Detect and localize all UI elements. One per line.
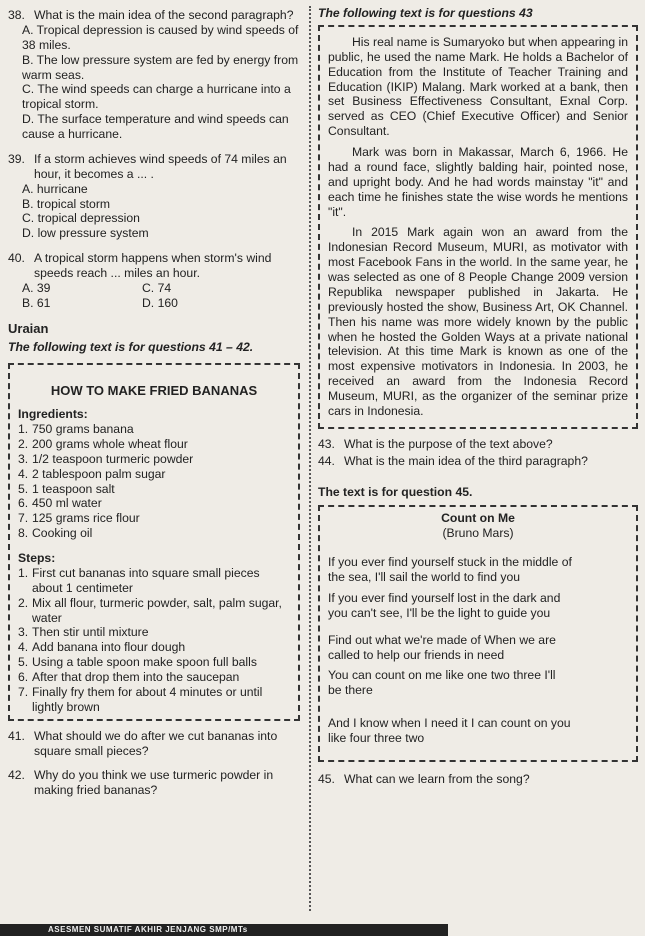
question-38: 38. What is the main idea of the second paragraph? A. Tropical depression is caused by wind speeds of 38 miles. B. The low pressure system are fed by energy from warm seas. C. The wind speeds can charge a hurricane into a tropical storm. D. The surface temperature and wind speeds can cause a hurricane. xyxy=(8,8,299,141)
song-instruction: The text is for question 45. xyxy=(318,484,473,499)
list-item: 1. 750 grams banana xyxy=(18,422,134,437)
footer-banner: ASESMEN SUMATIF AKHIR JENJANG SMP/MTs xyxy=(0,924,448,936)
list-item: 5. Using a table spoon make spoon full balls xyxy=(18,655,257,670)
list-item: 5. 1 teaspoon salt xyxy=(18,481,115,496)
question-45: 45. What can we learn from the song? xyxy=(318,771,530,786)
lyric-line: you can't see, I'll be the light to guide you xyxy=(328,605,551,620)
lyric-line: like four three two xyxy=(328,731,425,745)
question-43: 43. What is the purpose of the text above? xyxy=(318,436,553,451)
question-42: 42. Why do you think we use turmeric powder in making fried bananas? xyxy=(8,768,274,798)
paragraph: His real name is Sumaryoko but when appearing in public, he used the name Mark. He holds a Bachelor of Education from the Institute of Teacher Training and Education (IKIP) Malang. Mark worked at a bank, then set Business Effectiveness Consultant, Exnal Corp. served as CEO (Chief Executive Officer) and Senior Consultant. xyxy=(328,34,628,139)
right-column xyxy=(318,6,638,789)
list-item: 3. 1/2 teaspoon turmeric powder xyxy=(18,451,194,466)
option: D. low pressure system xyxy=(22,226,149,241)
instruction: The following text is for questions 41 – 42. xyxy=(8,340,254,355)
option: D. 160 xyxy=(142,295,178,310)
option: A. Tropical depression is caused by wind speeds of 38 miles. xyxy=(22,22,299,52)
option-grid xyxy=(8,281,300,311)
recipe-box xyxy=(8,363,300,720)
song-artist: (Bruno Mars) xyxy=(442,526,514,541)
option: C. tropical depression xyxy=(22,211,140,226)
option: B. tropical storm xyxy=(22,196,111,211)
option: C. 74 xyxy=(142,280,172,295)
instruction: The following text is for questions 43 xyxy=(318,6,533,20)
question-44: 44. What is the main idea of the third paragraph? xyxy=(318,453,588,468)
lyric-line: You can count on me like one two three I'll xyxy=(328,668,556,683)
list-item: 2. 200 grams whole wheat flour xyxy=(18,436,188,451)
lyric-line: called to help our friends in need xyxy=(328,647,505,662)
question-40: 40. A tropical storm happens when storm's wind speeds reach ... miles an hour. A. 39 C. 74 B. 61 D. 160 xyxy=(8,251,300,311)
lyric-line: be there xyxy=(328,683,373,698)
list-item: 6. After that drop them into the saucepan xyxy=(18,670,240,685)
list-item: 4. 2 tablespoon palm sugar xyxy=(18,466,166,481)
ingredients-heading: Ingredients: xyxy=(18,407,88,422)
list-item: 3. Then stir until mixture xyxy=(18,625,149,640)
paragraph: In 2015 Mark again won an award from the Indonesian Record Museum, MURI, as motivator with most Facebook Fans in the world. In the same year, he was selected as one of 8 People Change 2009 version Republika newspaper published in Jakarta. He previously hosted the show, Business Art, OK Channel. Then his name was more widely known by the public when he hosted the Golden Ways at a private national television. At this time Mark is known as one of the most expensive motivators in Indonesia. In 2003, he received an award from the Indonesia Record Museum, MURI, as the organizer of the seminar prize cars in Indonesia. xyxy=(328,225,628,418)
reading-box xyxy=(318,25,638,429)
option: B. 61 xyxy=(22,295,51,310)
recipe-title: HOW TO MAKE FRIED BANANAS xyxy=(50,383,258,399)
song-box xyxy=(318,505,638,762)
column-divider xyxy=(309,6,311,911)
song-title: Count on Me xyxy=(441,511,515,526)
lyric-line: And I know when I need it I can count on you xyxy=(328,716,571,731)
left-column xyxy=(8,8,300,800)
list-item: 7. Finally fry them for about 4 minutes or until lightly brown xyxy=(18,684,263,714)
option: B. The low pressure system are fed by energy from warm seas. xyxy=(22,52,299,82)
section-heading: Uraian xyxy=(8,320,49,336)
question-39: 39. If a storm achieves wind speeds of 74 miles an hour, it becomes a ... . A. hurricane B. tropical storm C. tropical depression D. low pressure system xyxy=(8,152,300,241)
option: D. The surface temperature and wind speeds can cause a hurricane. xyxy=(22,112,289,141)
lyric-line: If you ever find yourself stuck in the middle of xyxy=(328,555,572,570)
lyric-line: the sea, I'll sail the world to find you xyxy=(328,570,521,584)
list-item: 2. Mix all flour, turmeric powder, salt, palm sugar, water xyxy=(18,595,282,625)
option: C. The wind speeds can charge a hurricane into a tropical storm. xyxy=(22,82,291,112)
list-item: 1. First cut bananas into square small pieces about 1 centimeter xyxy=(18,565,260,595)
lyric-line: Find out what we're made of When we are xyxy=(328,632,556,647)
list-item: 8. Cooking oil xyxy=(18,526,93,541)
list-item: 4. Add banana into flour dough xyxy=(18,640,186,655)
list-item: 7. 125 grams rice flour xyxy=(18,511,140,526)
question-41: 41. What should we do after we cut bananas into square small pieces? xyxy=(8,728,278,758)
option: A. hurricane xyxy=(22,181,88,196)
paragraph: Mark was born in Makassar, March 6, 1966. He had a round face, slightly balding hair, pointed nose, and upright body. And he had words mainstay "it" and each time he finishes state the wise words he mentions "it". xyxy=(328,145,628,219)
option: A. 39 xyxy=(22,280,51,295)
lyric-line: If you ever find yourself lost in the dark and xyxy=(328,590,561,605)
list-item: 6. 450 ml water xyxy=(18,496,102,511)
steps-heading: Steps: xyxy=(18,551,56,566)
